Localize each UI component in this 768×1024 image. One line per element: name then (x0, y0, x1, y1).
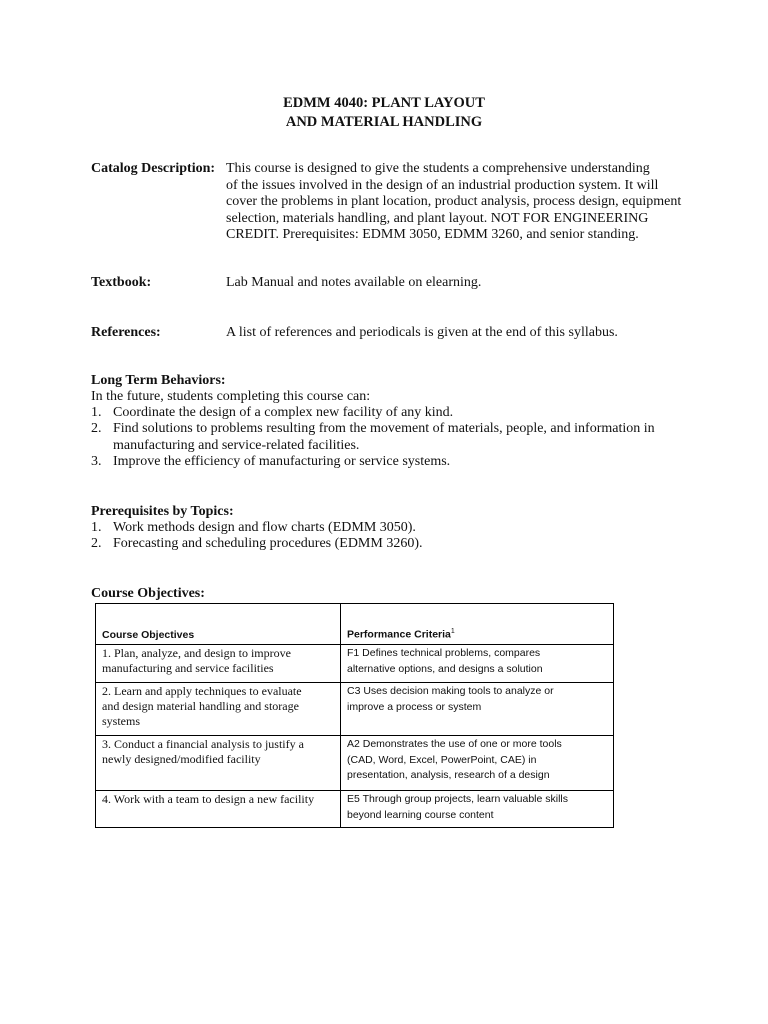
criteria-cell (341, 683, 614, 736)
course-title-line2: AND MATERIAL HANDLING (285, 114, 483, 130)
list-item (91, 405, 655, 421)
references-label: References: (91, 325, 161, 340)
table-row (96, 683, 614, 736)
list-number: 1. (91, 520, 102, 535)
criteria-text: beyond learning course content (347, 808, 494, 821)
catalog-line: CREDIT. Prerequisites: EDMM 3050, EDMM 3260, and senior standing. (226, 227, 639, 243)
objective-text: newly designed/modified facility (102, 752, 261, 766)
list-number: 3. (91, 454, 102, 470)
criteria-text: C3 Uses decision making tools to analyze or (347, 685, 554, 697)
course-objectives-header: Course Objectives (102, 629, 195, 641)
criteria-text: A2 Demonstrates the use of one or more tools (347, 738, 562, 750)
catalog-description-text (226, 161, 681, 244)
prereq-list (91, 520, 422, 553)
table-row (96, 791, 614, 828)
criteria-text: presentation, analysis, research of a design (347, 769, 550, 781)
objective-text: and design material handling and storage (102, 699, 299, 713)
list-number: 2. (91, 536, 102, 552)
objective-cell (96, 683, 341, 736)
objective-text: 1. Plan, analyze, and design to improve (102, 646, 291, 660)
list-number: 2. (91, 421, 102, 437)
criteria-cell (341, 736, 614, 791)
table-row (96, 736, 614, 791)
footnote-marker: 1 (450, 628, 455, 635)
catalog-line: cover the problems in plant location, product analysis, process design, equipment (226, 194, 682, 210)
textbook-value: Lab Manual and notes available on elearning. (226, 275, 482, 290)
table-header-row (96, 604, 614, 645)
long-term-intro: In the future, students completing this course can: (91, 389, 371, 404)
catalog-line: of the issues involved in the design of an industrial production system. It will (226, 177, 659, 193)
course-title (0, 94, 768, 132)
prereq-heading: Prerequisites by Topics: (91, 504, 234, 519)
list-text: manufacturing and service-related facilities. (113, 437, 360, 453)
course-title-line1: EDMM 4040: PLANT LAYOUT (283, 95, 485, 111)
criteria-text: improve a process or system (347, 700, 482, 713)
catalog-line: selection, materials handling, and plant layout. NOT FOR ENGINEERING (226, 210, 649, 226)
long-term-heading: Long Term Behaviors: (91, 373, 226, 388)
list-text: Improve the efficiency of manufacturing or service systems. (113, 454, 451, 470)
table-header-cell (96, 604, 341, 645)
textbook-label: Textbook: (91, 275, 152, 290)
references-value: A list of references and periodicals is given at the end of this syllabus. (226, 325, 618, 340)
list-text: Find solutions to problems resulting from the movement of materials, people, and information in (113, 421, 655, 437)
list-number: 1. (91, 405, 102, 420)
list-text: Forecasting and scheduling procedures (EDMM 3260). (113, 536, 423, 552)
objective-text: 3. Conduct a financial analysis to justify a (102, 737, 304, 751)
performance-criteria-header: Performance Criteria (347, 628, 451, 641)
criteria-text: (CAD, Word, Excel, PowerPoint, CAE) in (347, 753, 537, 766)
criteria-cell (341, 791, 614, 828)
long-term-list (91, 405, 655, 471)
criteria-text: alternative options, and designs a solution (347, 662, 543, 675)
objectives-table (95, 603, 614, 828)
catalog-line: This course is designed to give the students a comprehensive understanding (226, 161, 650, 176)
table-header-cell (341, 604, 614, 645)
objective-text: systems (102, 714, 141, 728)
list-text: Coordinate the design of a complex new facility of any kind. (113, 405, 454, 420)
objective-cell (96, 645, 341, 683)
list-item (91, 454, 655, 470)
objectives-heading: Course Objectives: (91, 586, 205, 601)
objective-cell (96, 791, 341, 828)
criteria-cell (341, 645, 614, 683)
objective-text: manufacturing and service facilities (102, 661, 274, 675)
objective-text: 2. Learn and apply techniques to evaluate (102, 684, 302, 698)
list-item (91, 520, 422, 536)
list-text: Work methods design and flow charts (EDMM 3050). (113, 520, 416, 535)
criteria-text: E5 Through group projects, learn valuable skills (347, 793, 569, 805)
list-item (91, 536, 422, 552)
catalog-description-label: Catalog Description: (91, 161, 216, 176)
objective-text: 4. Work with a team to design a new facility (102, 792, 315, 806)
criteria-text: F1 Defines technical problems, compares (347, 647, 541, 659)
list-item (91, 421, 655, 454)
objective-cell (96, 736, 341, 791)
table-row (96, 645, 614, 683)
